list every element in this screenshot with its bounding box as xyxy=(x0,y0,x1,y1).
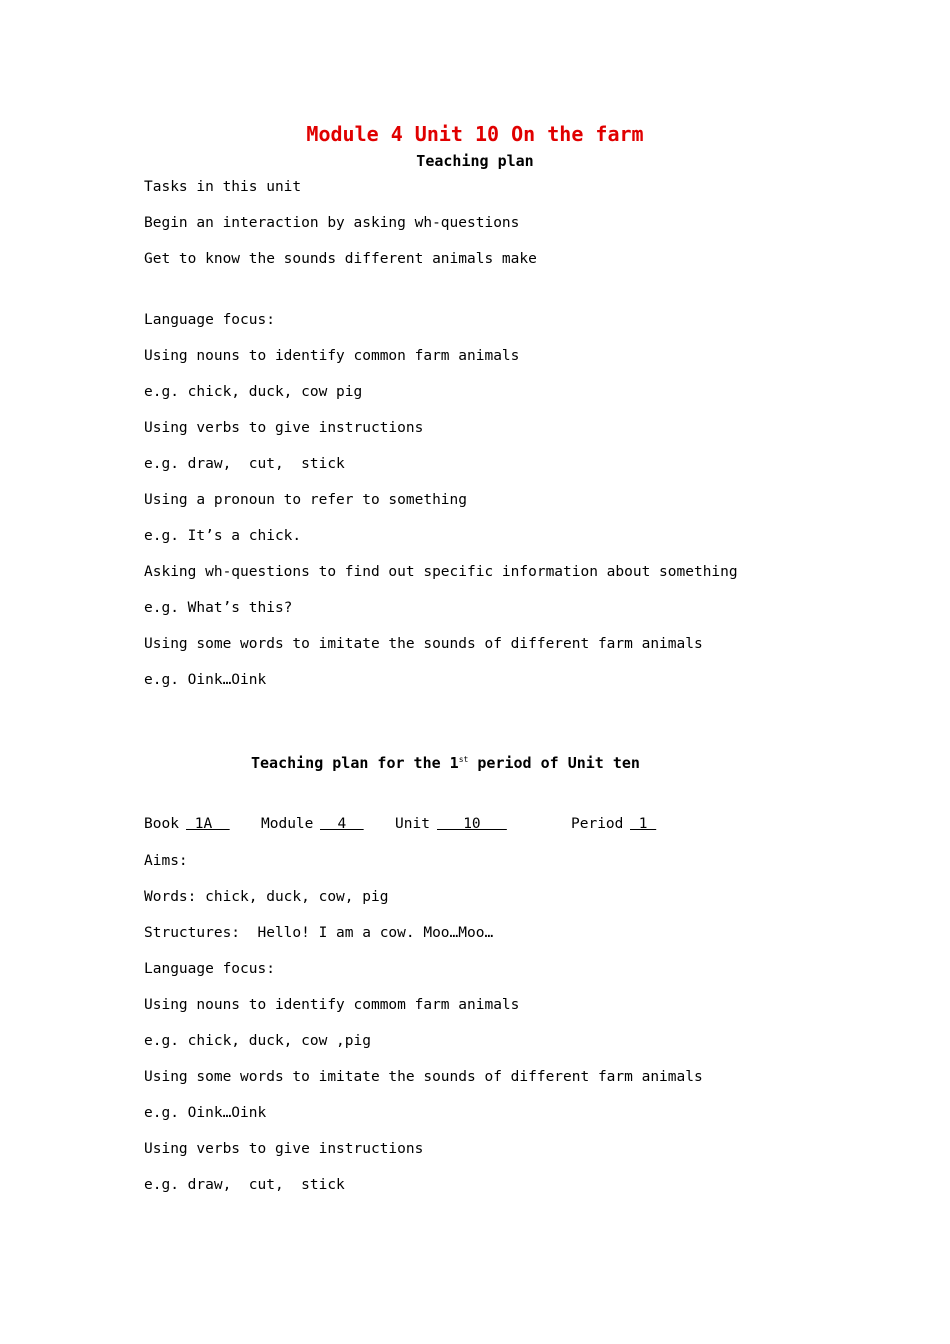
unit-label: Unit xyxy=(395,816,430,832)
period-label: Period xyxy=(571,816,624,832)
example-line: e.g. draw, cut, stick xyxy=(144,456,345,472)
intro-line: Using a pronoun to refer to something xyxy=(144,492,468,508)
example-line: e.g. draw, cut, stick xyxy=(144,1177,345,1193)
section-heading: Language focus: xyxy=(144,312,275,328)
plan-line: Using some words to imitate the sounds of different farm animals xyxy=(144,1069,703,1085)
plan-line: Structures: Hello! I am a cow. Moo…Moo… xyxy=(144,925,494,941)
period-value: 1 xyxy=(630,816,657,832)
book-label: Book xyxy=(144,816,179,832)
section-heading: Language focus: xyxy=(144,961,275,977)
intro-line: Asking wh-questions to find out specific information about something xyxy=(144,564,738,580)
page-title: Module 4 Unit 10 On the farm xyxy=(306,122,644,146)
period-title xyxy=(251,754,640,772)
plan-line: Using nouns to identify commom farm animals xyxy=(144,997,520,1013)
example-line: e.g. Oink…Oink xyxy=(144,672,267,688)
example-line: e.g. chick, duck, cow pig xyxy=(144,384,363,400)
example-line: e.g. What’s this? xyxy=(144,600,293,616)
example-line: e.g. It’s a chick. xyxy=(144,528,302,544)
intro-line: Begin an interaction by asking wh-questions xyxy=(144,215,520,231)
example-line: e.g. Oink…Oink xyxy=(144,1105,267,1121)
module-label: Module xyxy=(261,816,314,832)
intro-line: Using some words to imitate the sounds of different farm animals xyxy=(144,636,703,652)
intro-line: Using verbs to give instructions xyxy=(144,420,424,436)
period-title-text: Teaching plan for the 1 xyxy=(251,754,459,772)
unit-value: 10 xyxy=(437,816,507,832)
intro-line: Get to know the sounds different animals make xyxy=(144,251,537,267)
period-title-rest: period of Unit ten xyxy=(468,754,640,772)
intro-line: Tasks in this unit xyxy=(144,179,302,195)
page-subtitle: Teaching plan xyxy=(416,152,534,170)
intro-line: Using nouns to identify common farm animals xyxy=(144,348,520,364)
book-value: 1A xyxy=(186,816,230,832)
book-info-row xyxy=(0,815,950,835)
example-line: e.g. chick, duck, cow ,pig xyxy=(144,1033,371,1049)
plan-line: Words: chick, duck, cow, pig xyxy=(144,889,389,905)
section-heading: Aims: xyxy=(144,853,188,869)
period-title-superscript: st xyxy=(458,755,469,764)
plan-line: Using verbs to give instructions xyxy=(144,1141,424,1157)
module-value: 4 xyxy=(320,816,364,832)
